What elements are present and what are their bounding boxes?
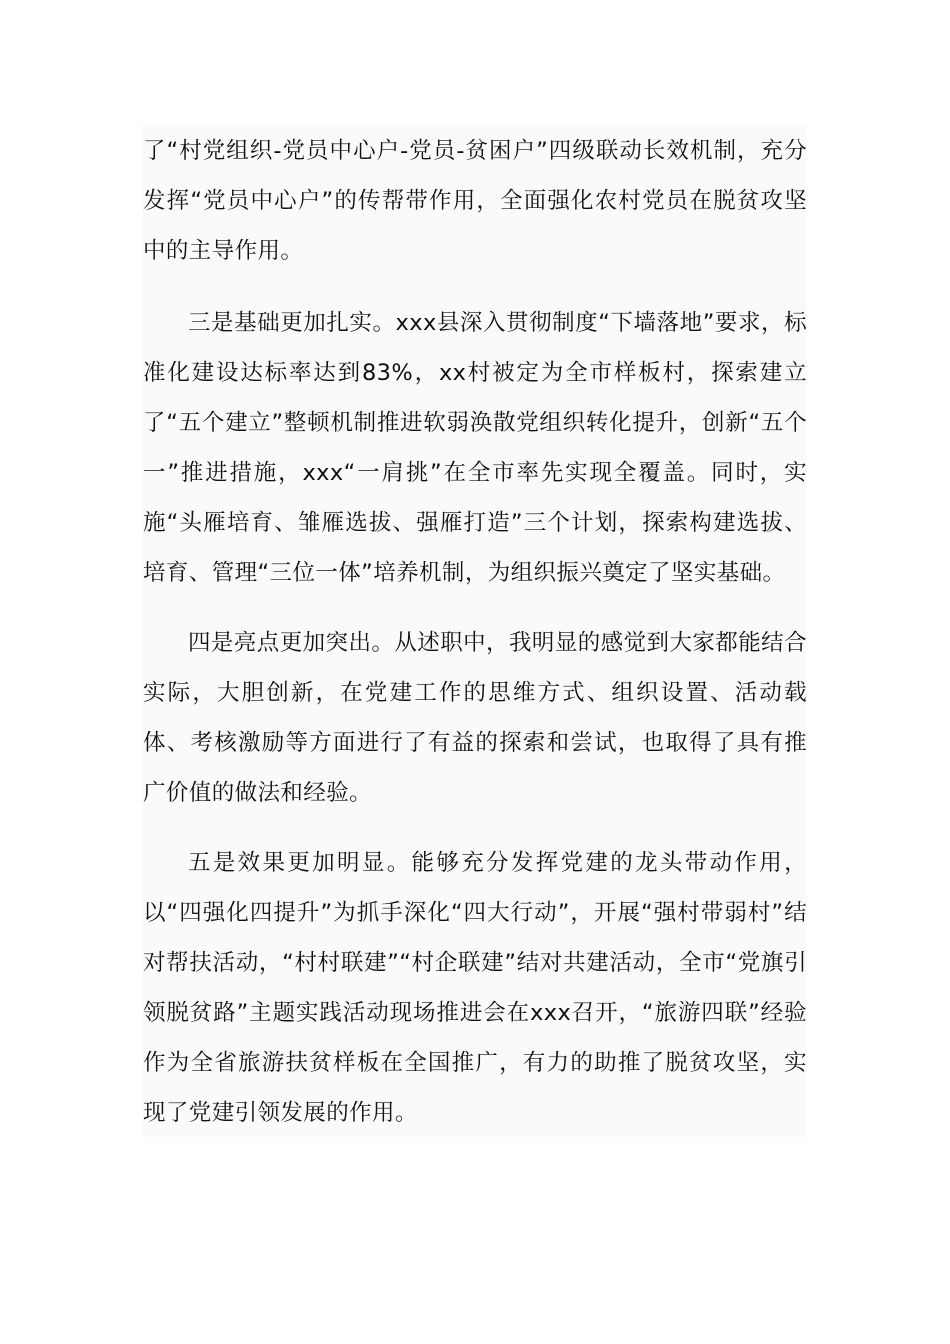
paragraph-effects: 五是效果更加明显。能够充分发挥党建的龙头带动作用，以“四强化四提升”为抓手深化“四大行动”，开展“强村带弱村”结对帮扶活动，“村村联建”“村企联建”结对共建活动，全市“党旗引领脱贫路”主题实践活动现场推进会在xxx召开，“旅游四联”经验作为全省旅游扶贫样板在全国推广，有力的助推了脱贫攻坚，实现了党建引领发展的作用。: [143, 850, 807, 1126]
paragraph-continuation: 了“村党组织-党员中心户-党员-贫困户”四级联动长效机制，充分发挥“党员中心户”的传帮带作用，全面强化农村党员在脱贫攻坚中的主导作用。: [143, 138, 807, 264]
paragraph-highlights: 四是亮点更加突出。从述职中，我明显的感觉到大家都能结合实际，大胆创新，在党建工作的思维方式、组织设置、活动载体、考核激励等方面进行了有益的探索和尝试，也取得了具有推广价值的做法和经验。: [143, 630, 807, 806]
paragraph-foundation: 三是基础更加扎实。xxx县深入贯彻制度“下墙落地”要求，标准化建设达标率达到83%，xx村被定为全市样板村，探索建立了“五个建立”整顿机制推进软弱涣散党组织转化提升，创新“五个一”推进措施，xxx“一肩挑”在全市率先实现全覆盖。同时，实施“头雁培育、雏雁选拔、强雁打造”三个计划，探索构建选拔、培育、管理“三位一体”培养机制，为组织振兴奠定了坚实基础。: [143, 310, 807, 586]
